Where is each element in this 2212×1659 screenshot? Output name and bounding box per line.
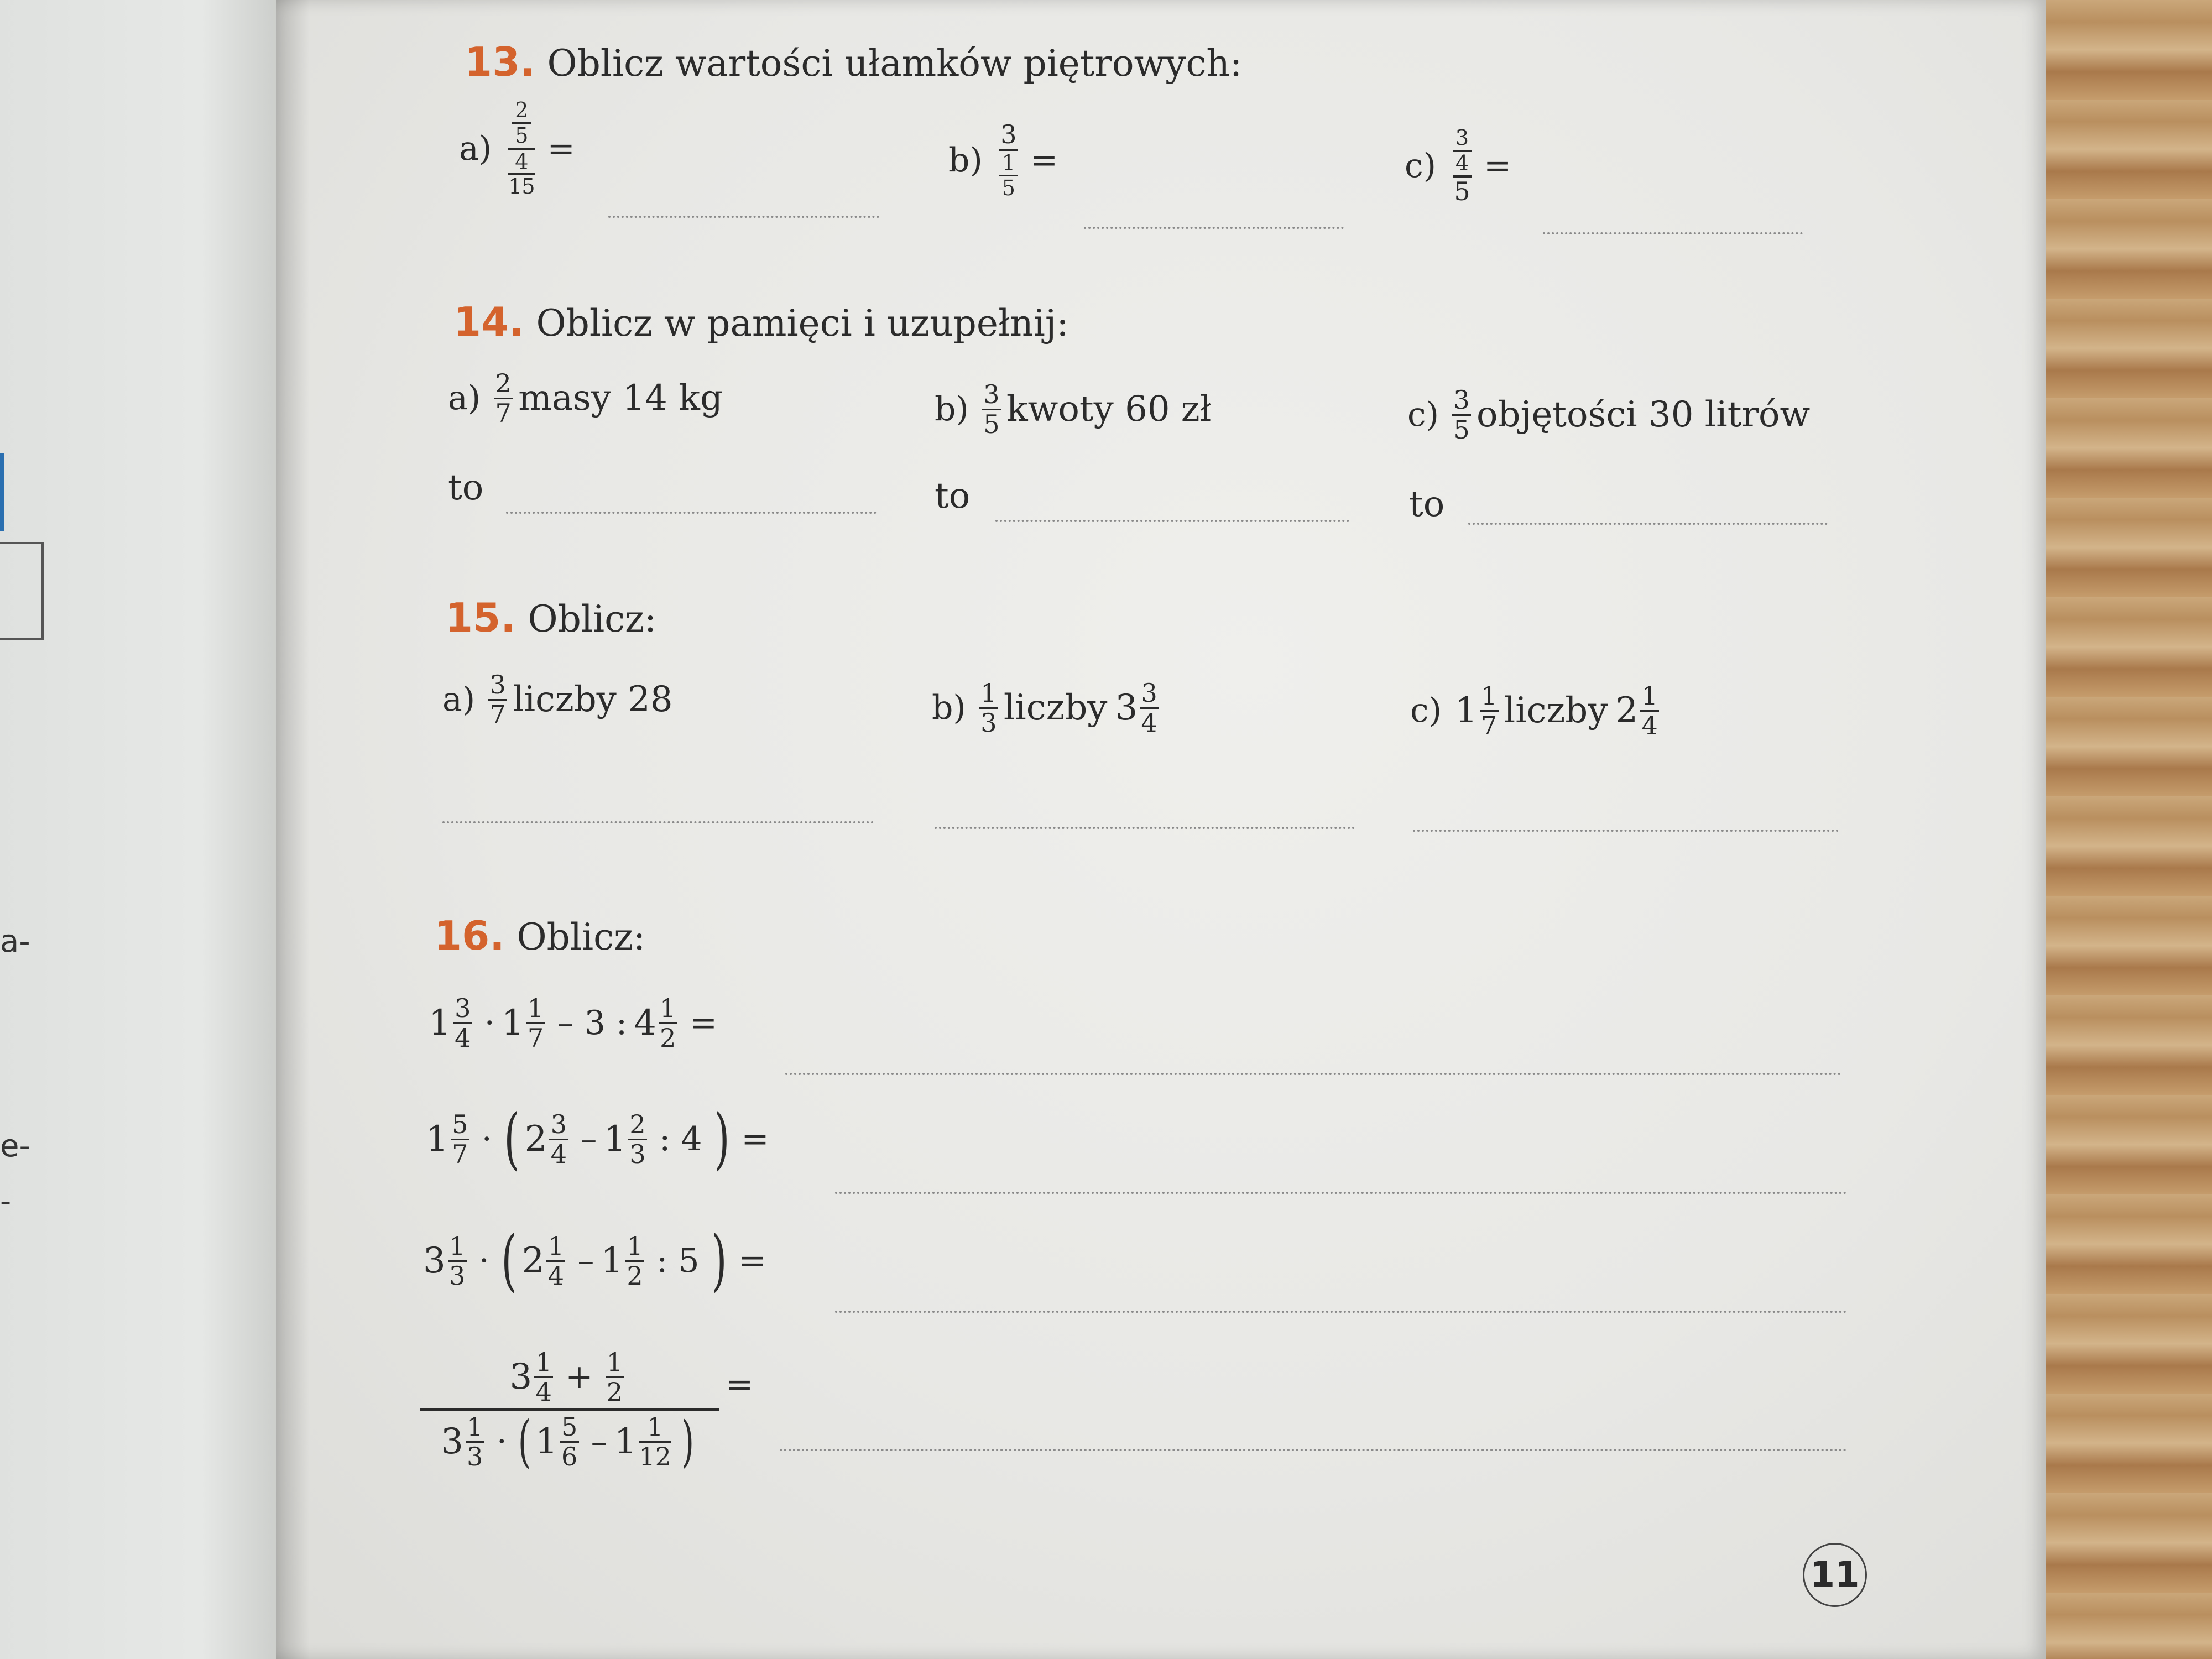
ex16-expression-3: 3 $\frac{1}{3}$ · ( 2 $\frac{1}{4}$ – 1 $\frac{1}{2}$ : 5 ) = — [423, 1222, 766, 1299]
answer-line[interactable] — [1468, 523, 1828, 525]
left-page-color-bar — [0, 453, 4, 531]
to-label: to — [1409, 484, 1445, 525]
complex-fraction: 3 $\frac{1}{4}$ + $\frac{1}{2}$ 3 $\frac{1}{3}$ · ( 1 $\frac{5}{6}$ – 1 $\frac{1}{12}$ ) — [420, 1349, 719, 1470]
compound-fraction: $\frac{\frac{2}{5}}{\frac{4}{15}}$ — [508, 98, 535, 199]
exercise-title: Oblicz: — [517, 916, 646, 958]
exercise-number: 15. — [445, 594, 516, 641]
answer-line[interactable] — [608, 216, 879, 218]
to-label: to — [448, 467, 484, 508]
compound-fraction: $\frac{\frac{3}{4}}{5}$ — [1453, 127, 1472, 204]
exercise-15-heading — [445, 594, 656, 641]
answer-line[interactable] — [935, 827, 1355, 829]
answer-line[interactable] — [835, 1311, 1847, 1313]
ex13-item-c: c) $\frac{\frac{3}{4}}{5}$ = — [1405, 126, 1512, 206]
ex13-item-b: b) $\frac{3}{\frac{1}{5}}$ = — [948, 119, 1058, 200]
exercise-14-heading — [453, 299, 1069, 345]
ex14-item-c: c) $\frac{3}{5}$ objętości 30 litrów — [1407, 385, 1811, 445]
left-page-text-fragment: - — [0, 1183, 12, 1219]
exercise-number: 14. — [453, 299, 524, 345]
wooden-table — [2030, 0, 2212, 1659]
exercise-number: 13. — [465, 39, 535, 85]
left-page-box-fragment — [0, 542, 44, 640]
exercise-16-heading — [434, 912, 645, 959]
item-label: b) — [948, 140, 983, 180]
ex13-item-a: a) $\frac{\frac{2}{5}}{\frac{4}{15}}$ = — [459, 98, 575, 199]
exercise-13-heading — [465, 39, 1242, 85]
ex16-expression-1: 1 $\frac{3}{4}$ · 1 $\frac{1}{7}$ – 3 : 4 $\frac{1}{2}$ = — [429, 993, 718, 1053]
answer-line[interactable] — [780, 1449, 1847, 1451]
item-label: c) — [1405, 146, 1437, 185]
page-number: 11 — [1803, 1543, 1867, 1607]
answer-line[interactable] — [1413, 830, 1839, 832]
ex15-item-a: a) $\frac{3}{7}$ liczby 28 — [442, 670, 673, 729]
answer-line[interactable] — [1543, 232, 1803, 234]
exercise-number: 16. — [434, 912, 505, 959]
answer-line[interactable] — [835, 1192, 1847, 1194]
exercise-title: Oblicz: — [528, 598, 657, 640]
answer-line[interactable] — [442, 821, 874, 823]
ex14-item-a: a) $\frac{2}{7}$ masy 14 kg — [448, 368, 723, 428]
answer-line[interactable] — [785, 1073, 1841, 1075]
exercise-title: Oblicz w pamięci i uzupełnij: — [536, 302, 1069, 345]
item-label: a) — [459, 129, 492, 168]
answer-line[interactable] — [995, 520, 1349, 522]
ex14-item-b: b) $\frac{3}{5}$ kwoty 60 zł — [935, 379, 1212, 439]
left-page-text-fragment: e- — [0, 1128, 30, 1164]
ex15-item-c: c) 1 $\frac{1}{7}$ liczby 2 $\frac{1}{4}$ — [1410, 683, 1665, 739]
answer-line[interactable] — [506, 512, 877, 514]
ex15-item-b: b) $\frac{1}{3}$ liczby 3 $\frac{3}{4}$ — [932, 680, 1164, 736]
left-page-text-fragment: a- — [0, 924, 30, 959]
exercise-title: Oblicz wartości ułamków piętrowych: — [547, 42, 1243, 85]
answer-line[interactable] — [1084, 227, 1344, 229]
to-label: to — [935, 476, 971, 517]
left-page — [0, 0, 288, 1659]
ex16-expression-2: 1 $\frac{5}{7}$ · ( 2 $\frac{3}{4}$ – 1 $\frac{2}{3}$ : 4 ) = — [426, 1100, 769, 1177]
ex16-expression-4: 3 $\frac{1}{4}$ + $\frac{1}{2}$ 3 $\frac{1}{3}$ · ( 1 $\frac{5}{6}$ – 1 $\frac{1}{12}$ ) = — [420, 1349, 760, 1470]
compound-fraction: $\frac{3}{\frac{1}{5}}$ — [999, 122, 1018, 199]
